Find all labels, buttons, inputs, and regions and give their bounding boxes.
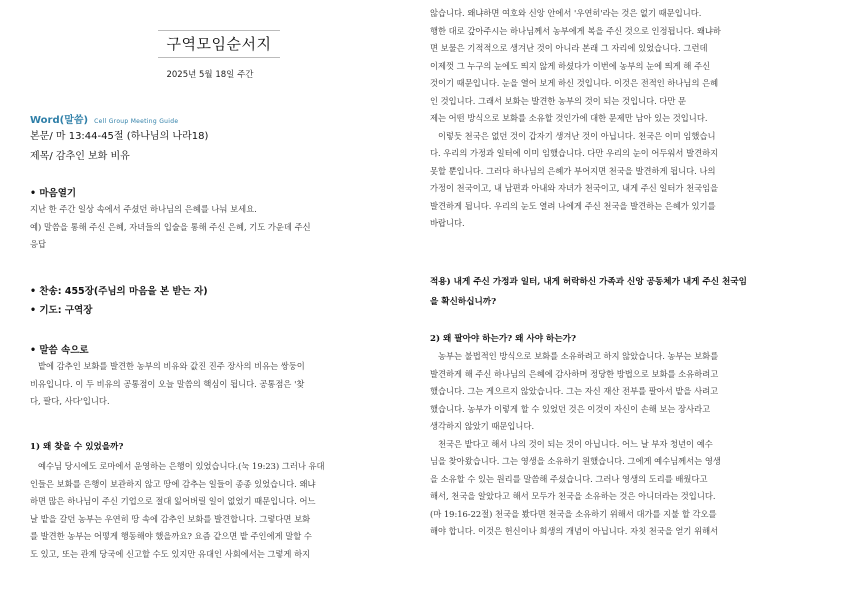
opening-text: 지난 한 주간 일상 속에서 주셨던 하나님의 은혜를 나눠 보세요. 예) 말씀을 통해 주신 은혜, 자녀들의 입술을 통해 주신 은혜, 기도 가운데 주신 응답 — [30, 204, 311, 249]
opening-heading: • 마음열기 — [30, 188, 77, 199]
title-box — [158, 33, 280, 54]
word-label: Word(말씀) — [30, 115, 89, 126]
word-heading — [30, 108, 178, 127]
question-1-text: 예수님 당시에도 로마에서 운영하는 은행이 있었습니다.(눅 19:23) 그러나 유대 인들은 보화를 은행이 보관하지 않고 땅에 감추는 일들이 종종 있었습니다. 왜냐 하면 많은 하나님이 주신 기업으로 절대 잃어버릴 일이 없었기 때문입니다. 어느 날 밭을 갈던 농부는 우연히 땅 속에 감추인 보화를 발견합니다. 그렇다면 보화 를 발견한 농부는 어떻게 행동해야 했을까요? 요즘 같으면 밭 주인에게 말할 수 도 있고, 또는 관계 당국에 신고할 수도 있지만 유대인 사회에서는 그렇게 하지 — [30, 461, 325, 559]
title-bottom-rule — [158, 57, 280, 58]
application-question: 적용) 내게 주신 가정과 일터, 내게 허락하신 가족과 신앙 공동체가 내게 주신 천국임 을 확신하십니까? — [430, 277, 747, 307]
question-2-text: 농부는 불법적인 방식으로 보화를 소유하려고 하지 않았습니다. 농부는 보화를 발견하게 해 주신 하나님의 은혜에 감사하며 정당한 방법으로 보화를 소유하려고 했습니다. 그는 게으르지 않았습니다. 그는 자신 재산 전부를 팔아서 밭을 사려고 했습니다. 농부가 이렇게 할 수 있었던 것은 이것이 자신이 손해 보는 장사라고 생각하지 않았기 때문입니다. 천국은 밭다고 해서 나의 것이 되는 것이 아닙니다. 어느 날 부자 청년이 예수 님을 찾아왔습니다. 그는 영생을 소유하기 원했습니다. 그에게 예수님께서는 영생 을 소유할 수 있는 원리를 말씀해 주셨습니다. 그러나 영생의 도리를 배웠다고 해서, 천국을 알았다고 해서 모두가 천국을 소유하는 것은 아니더라는 것입니다. (마 19:16-22절) 천국을 봤다면 천국을 소유하기 위해서 대가를 지불 할 각오를 해야 합니다. 이것은 헌신이나 희생의 개념이 아닙니다. 자칫 천국을 얻기 위해서 — [430, 351, 721, 536]
message-heading: • 말씀 속으로 — [30, 345, 89, 356]
title-top-rule — [158, 30, 280, 31]
page-title: 구역모임순서지 — [166, 35, 272, 53]
prayer: • 기도: 구역장 — [30, 305, 93, 316]
week-date: 2025년 5월 18일 주간 — [166, 70, 254, 80]
sermon-subject: 제목/ 감추인 보화 비유 — [30, 151, 130, 162]
continued-text: 않습니다. 왜냐하면 여호와 신앙 안에서 '우연히'라는 것은 없기 때문입니다. 행한 대로 갚아주시는 하나님께서 농부에게 복을 주신 것으로 인정됩니다. 왜냐하 면 보물은 기적적으로 생겨난 것이 아니라 본래 그 자리에 있었습니다. 그런데 이제껏 그 누구의 눈에도 띄지 않게 하셨다가 이번에 농부의 눈에 띄게 해 주신 것이기 때문입니다. 눈을 열어 보게 하신 것입니다. 이것은 전적인 하나님의 은혜 인 것입니다. 그래서 보화는 발견한 농부의 것이 되는 것입니다. 다만 문 제는 어떤 방식으로 보화를 소유할 것인가에 대한 문제만 남아 있는 것입니다. 이렇듯 천국은 없던 것이 갑자기 생겨난 것이 아닙니다. 천국은 이미 임했습니 다. 우리의 가정과 일터에 이미 임했습니다. 다만 우리의 눈이 어두워서 발견하지 못할 뿐입니다. 그러다 하나님의 은혜가 부어지면 천국을 발견하게 됩니다. 나의 가정이 천국이고, 내 남편과 아내와 자녀가 천국이고, 내게 주신 일터가 천국임을 발견하게 됩니다. 우리의 눈도 열려 나에게 주신 천국을 발견하는 은혜가 있기를 바랍니다. — [430, 8, 721, 228]
word-sublabel: Cell Group Meeting Guide — [94, 118, 179, 125]
message-text: 밭에 감추인 보화를 발견한 농부의 비유와 값진 진주 장사의 비유는 쌍둥이 비유입니다. 이 두 비유의 공통점이 오늘 말씀의 핵심이 됩니다. 공통점은 '찾 다, 팔다, 사다'입니다. — [30, 361, 305, 406]
hymn: • 찬송: 455장(주님의 마음을 본 받는 자) — [30, 286, 208, 297]
scripture-reference: 본문/ 마 13:44-45절 (하나님의 나라18) — [30, 131, 209, 142]
question-2-title: 2) 왜 팔아야 하는가? 왜 사야 하는가? — [430, 334, 576, 344]
question-1-title: 1) 왜 찾을 수 있었을까? — [30, 442, 124, 452]
